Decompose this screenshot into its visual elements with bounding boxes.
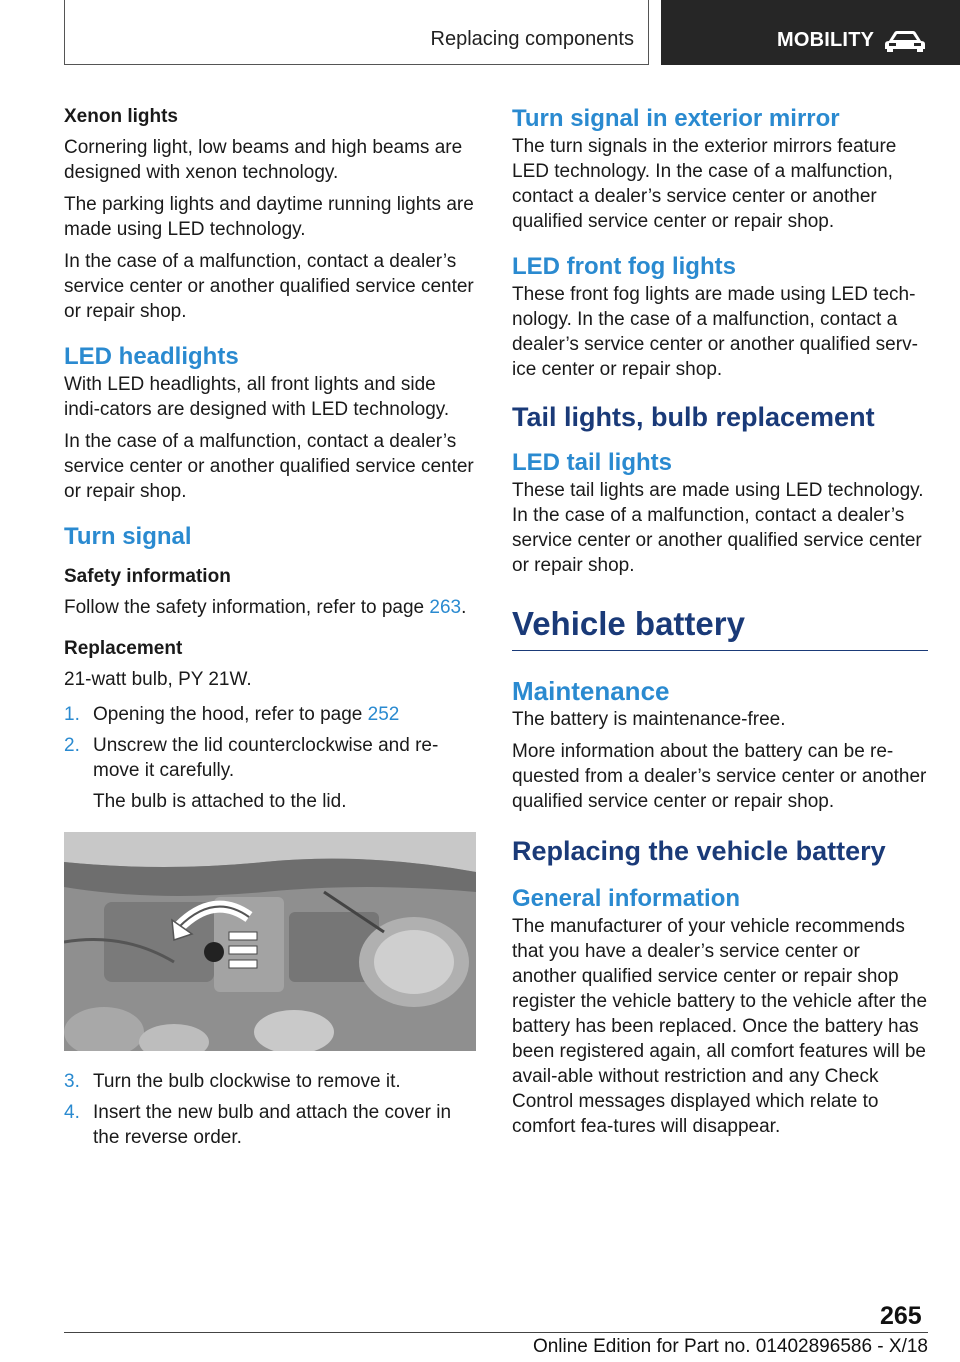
steps-list-b [64, 1069, 476, 1150]
page-number: 265 [880, 1302, 922, 1330]
step-item [64, 733, 476, 814]
fog-lights-text: These front fog lights are made using LED tech-nology. In the case of a malfunction, contact a dealer’s service center or another qualified serv-ice center or repair shop. [512, 284, 918, 380]
step-number: 4. [64, 1102, 80, 1123]
led-tail-lights-text: These tail lights are made using LED technology. In the case of a malfunction, contact a dealer’s service center or another qualified service center or repair shop. [512, 480, 924, 576]
general-info-text: The manufacturer of your vehicle recommends that you have a dealer’s service center or another qualified service center or repair shop register the vehicle battery to the vehicle after the battery has been replaced. Once the battery has been registered again, all comfort features will be avail-able without restriction and any Check Control messages displayed which relate to comfort fea-tures will disappear. [512, 916, 928, 1137]
led-headlights-heading: LED headlights [64, 343, 239, 370]
replacing-battery-heading: Replacing the vehicle battery [512, 836, 886, 866]
step-item [64, 1069, 476, 1094]
header-chapter-tab [661, 0, 960, 65]
safety-info-heading: Safety information [64, 566, 231, 587]
tail-lights-heading: Tail lights, bulb replacement [512, 402, 875, 432]
car-icon [883, 29, 927, 53]
step-number: 1. [64, 704, 80, 725]
step-subtext: The bulb is attached to the lid. [93, 791, 347, 812]
xenon-paragraph-1: Cornering light, low beams and high beams are designed with xenon technology. [64, 137, 463, 183]
general-info-heading: General information [512, 885, 741, 912]
footer-edition: Online Edition for Part no. 01402896586 - X/18 [532, 1336, 928, 1357]
led-paragraph-1: With LED headlights, all front lights and side indi-cators are designed with LED technology. [64, 374, 450, 420]
safety-page-link[interactable]: 263 [429, 597, 462, 618]
left-column [64, 104, 476, 1156]
safety-info-text: Follow the safety information, refer to page 263. [64, 597, 467, 618]
turn-signal-heading: Turn signal [64, 523, 192, 550]
vehicle-battery-title: Vehicle battery [512, 604, 928, 651]
footer-divider [64, 1332, 928, 1333]
xenon-heading: Xenon lights [64, 106, 178, 127]
header-section-title: Replacing components [430, 28, 634, 50]
step-text: Turn the bulb clockwise to remove it. [93, 1071, 401, 1092]
header-section-tab [64, 0, 649, 65]
right-column [512, 104, 928, 1146]
steps-list-a [64, 702, 476, 814]
maintenance-paragraph-1: The battery is maintenance-free. [512, 709, 786, 730]
maintenance-heading: Maintenance [512, 676, 670, 706]
safety-info-sentence: Follow the safety information, refer to page [64, 597, 430, 618]
xenon-paragraph-2: The parking lights and daytime running lights are made using LED technology. [64, 194, 474, 240]
replacement-text: 21-watt bulb, PY 21W. [64, 669, 252, 690]
maintenance-paragraph-2: More information about the battery can be re-quested from a dealer’s service center or another qualified service center or repair shop. [512, 741, 927, 812]
engine-bay-photo [64, 832, 476, 1051]
led-tail-lights-heading: LED tail lights [512, 449, 673, 476]
step-text: Opening the hood, refer to page [93, 704, 368, 725]
xenon-paragraph-3: In the case of a malfunction, contact a dealer’s service center or another qualified service center or repair shop. [64, 251, 474, 322]
step-item [64, 1100, 476, 1150]
fog-lights-heading: LED front fog lights [512, 253, 736, 280]
led-paragraph-2: In the case of a malfunction, contact a dealer’s service center or another qualified service center or repair shop. [64, 431, 474, 502]
replacement-heading: Replacement [64, 638, 183, 659]
step-number: 3. [64, 1071, 80, 1092]
mirror-signal-text: The turn signals in the exterior mirrors feature LED technology. In the case of a malfunction, contact a dealer’s service center or another qualified service center or repair shop. [512, 136, 897, 232]
step-text: Insert the new bulb and attach the cover in the reverse order. [93, 1102, 452, 1148]
step-number: 2. [64, 735, 80, 756]
step-text: Unscrew the lid counterclockwise and re-move it carefully. [93, 735, 439, 781]
step-item [64, 702, 476, 727]
mirror-signal-heading: Turn signal in exterior mirror [512, 105, 840, 132]
header-chapter-title: MOBILITY [777, 29, 875, 51]
hood-page-link[interactable]: 252 [367, 704, 400, 725]
